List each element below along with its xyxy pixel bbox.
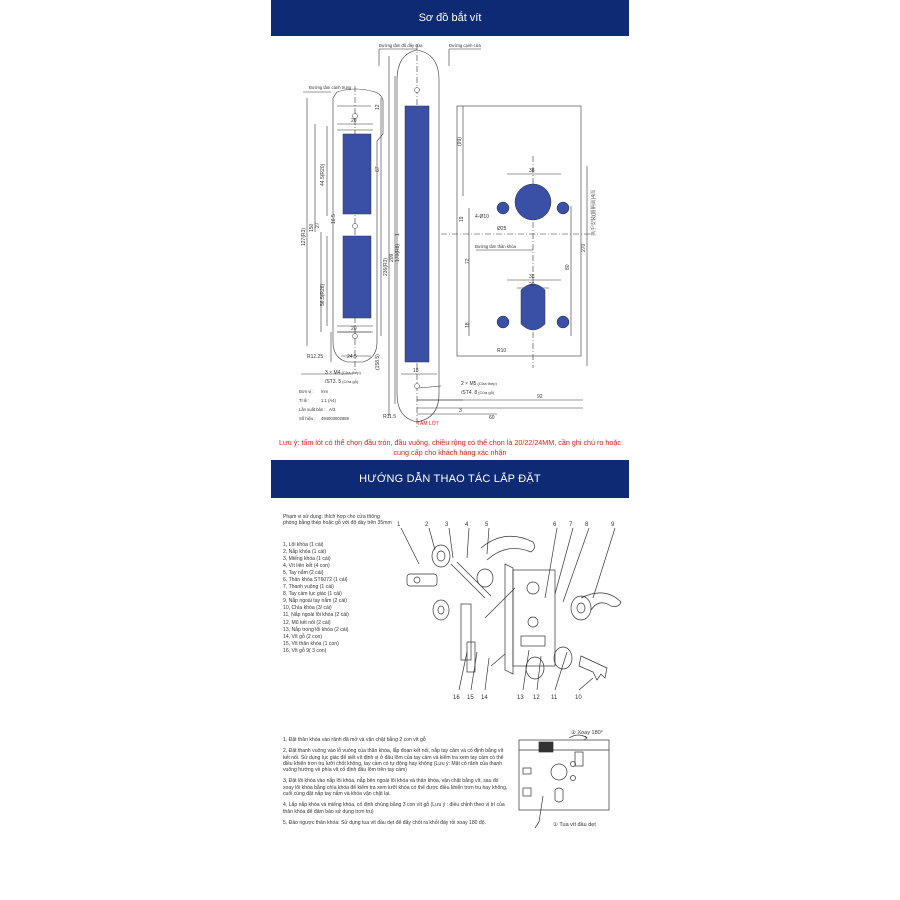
- dim-r11: R11.5: [383, 414, 396, 420]
- strike-upper-cutout: [343, 134, 371, 214]
- part-item: 10, Chìa khóa (3/ cái): [283, 605, 332, 612]
- dim-38-top: 38: [529, 168, 535, 174]
- screw-left-line1: 3 × M4: [325, 370, 341, 376]
- part-item: 2, Nắp khóa (1 cái): [283, 549, 327, 556]
- parts-list: [283, 542, 393, 655]
- strike-lower-cutout: [343, 236, 371, 318]
- wiring-diagram-title: Sơ đồ bắt vít: [418, 12, 482, 24]
- screw-right-line1: 2 × M5: [461, 381, 477, 387]
- callout-12: 12: [533, 695, 540, 701]
- install-step: 3, Đặt lõi khóa vào nắp lõi khóa, nắp bên ngoài lõi khóa và thân khóa, vặn chặt bằng vít, sau đó xoay lõi khóa bằng chìa khóa để kiểm tra xem lưỡi khóa có thể được điều khiển trơn tru hay không, cuối cùng đặt nắp tay nắm và khóa vặn chặt lại.: [283, 778, 508, 798]
- callout-10: 10: [575, 695, 582, 701]
- callout-9: 9: [611, 522, 615, 528]
- part-item: 6, Thân khóa ST6072 (1 cái): [283, 577, 348, 584]
- part-item: 1, Lõi khóa (1 cái): [283, 542, 324, 548]
- unit-value: mm: [321, 389, 328, 394]
- dim-4-10: 4-Ø10: [475, 214, 489, 220]
- dim-127: 127(R3): [301, 227, 307, 246]
- part-item: 8, Tay cầm lục giác (1 cái): [283, 591, 342, 598]
- dim-44: 44.5(R20): [320, 163, 326, 186]
- callout-4: 4: [465, 522, 469, 528]
- part-item: 15, Vít thân khóa (1 con): [283, 640, 339, 647]
- code-label: Số hiệu :: [299, 416, 316, 421]
- dim-72: 72: [465, 258, 471, 264]
- dim-r12: R12.25: [307, 354, 324, 360]
- dim-25: Ø25: [497, 226, 507, 232]
- callout-1: 1: [397, 522, 401, 528]
- screw-right-line1-note: (Cửa thép): [477, 381, 497, 386]
- body-center-label: Đường tâm thân khóa: [475, 244, 516, 249]
- callout-11: 11: [551, 695, 558, 701]
- callout-13: 13: [517, 695, 524, 701]
- screw-left-line2-note: (Cửa gỗ): [342, 379, 359, 384]
- screw-right-line2: /ST4. 8: [461, 390, 478, 396]
- dim-80: 80: [565, 264, 571, 270]
- dim-18: 18: [413, 368, 419, 374]
- screw-right-line2-note: (Cửa gỗ): [478, 390, 495, 395]
- part-item: 7, Thanh vuông (1 cái): [283, 584, 334, 591]
- install-step: 2, Đặt thanh vuông vào lỗ vuông của thân khóa, lắp đoạn kết nối, nắp tay cầm và cố định bằng vít kết nối. Sử dụng lục giác để siết vít định vị ở đầu lõm của tay cầm và kiểm tra xem tay cầm có thể điều khiển trơn tru lưỡi chốt không, tay cầm có tự động hay không (Lưu ý: Mặt có rãnh của thanh vuông hướng về phía vít cố định đầu lõm trên tay cầm): [283, 748, 504, 774]
- unit-label: Đơn vị :: [299, 389, 314, 394]
- rotate-180-label: ② Xoay 180°: [571, 730, 603, 736]
- code-value: 494003002856: [321, 416, 349, 421]
- callout-15: 15: [467, 695, 474, 701]
- part-item: 3, Miếng khóa (1 cái): [283, 556, 331, 563]
- usage-scope: Phạm vi sử dụng: thích hợp cho cửa thông phòng bằng thép hoặc gỗ với độ dày trên 35mm: [283, 514, 392, 527]
- svg-text:2 × M5(Cửa thép): [461, 381, 497, 387]
- part-item: 9, Nắp ngoài tay nắm (2 cái): [283, 598, 347, 605]
- screw-left-line1-note: (Cửa thép): [341, 370, 361, 375]
- screw-diagram: [271, 36, 629, 436]
- install-step: 5, Đảo ngược thân khóa: Sử dụng tua vít đầu dẹt để đẩy chốt ra khỏi đáy rồi xoay 180 độ.: [283, 819, 487, 826]
- dim-24: 24.5: [347, 354, 357, 360]
- callout-2: 2: [425, 522, 429, 528]
- callout-3: 3: [445, 522, 449, 528]
- dim-20-bottom: 20: [351, 326, 357, 332]
- dim-1: 1: [395, 233, 401, 236]
- install-steps: [283, 737, 508, 831]
- dim-19: 19: [459, 216, 465, 222]
- plate-center-label: Đường tâm đồ dây cửa: [379, 43, 423, 48]
- svg-text:/ST3. 5(Cửa gỗ): [325, 379, 359, 385]
- spacer-note: Lưu ý: tấm lót có thể chọn đầu tròn, đầu vuông, chiều rộng có thể chọn là 20/22/24MM, cần ghi chú ro hoặc cung cấp cho khách hàng xác nhận: [278, 438, 622, 457]
- dim-20-mid: 20: [529, 282, 535, 288]
- install-step: 1, Đặt thân khóa vào rãnh đã mở và vặn chặt bằng 2 con vít gỗ: [283, 737, 426, 743]
- dim-12: 12: [375, 104, 381, 110]
- dim-92: 92: [537, 394, 543, 400]
- install-guide-banner: [271, 460, 629, 498]
- part-item: 12, Mũ kết nối (2 cái): [283, 619, 331, 626]
- dim-18-right: 18: [465, 322, 471, 328]
- product-detail-column: [271, 0, 629, 900]
- callout-5: 5: [485, 522, 489, 528]
- part-item: 5, Tay nắm (2 cái): [283, 570, 324, 577]
- dim-38-bottom: 38: [529, 274, 535, 280]
- exploded-assembly-drawing: [395, 518, 625, 708]
- svg-text:3 × M4(Cửa thép): [325, 370, 361, 376]
- dim-27: 27: [315, 222, 321, 228]
- strike-center-label: Đường tâm cánh trung: [309, 85, 352, 90]
- callout-16: 16: [453, 695, 460, 701]
- vertical-right-label: 执手安装(圆柄面)4面: [591, 189, 597, 236]
- flat-screwdriver-label: ① Tua vít đầu dẹt: [553, 822, 596, 828]
- part-item: 16, Vít gỗ 9( 3 con): [283, 647, 327, 654]
- part-item: 14, Vít gỗ (2 con): [283, 633, 323, 640]
- face-plate-slot: [405, 106, 429, 362]
- dim-56: 56.5(R26): [320, 283, 326, 306]
- dim-3: 3: [459, 408, 462, 414]
- scale-value: 1:1 (A4): [321, 398, 336, 403]
- callout-7: 7: [569, 522, 573, 528]
- callout-6: 6: [553, 522, 557, 528]
- dim-209: 209: [389, 253, 395, 262]
- dim-67: 67: [375, 166, 381, 172]
- issue-label: Lần xuất bản :: [299, 407, 326, 412]
- install-guide-title: HƯỚNG DẪN THAO TÁC LẮP ĐẶT: [359, 473, 541, 485]
- handle-hole: [521, 284, 545, 330]
- dim-99: (99): [457, 137, 463, 146]
- dim-16: 16.5: [331, 214, 337, 224]
- part-item: 4, Vít liên kết (4 con): [283, 563, 330, 570]
- screw-left-line2: /ST3. 5: [325, 379, 342, 385]
- dim-20-top: 20: [351, 118, 357, 124]
- dim-270: 270: [581, 243, 587, 252]
- dim-236: 236(R3): [383, 257, 389, 276]
- install-step: 4, Lắp nắp khóa và miếng khóa, cố định chúng bằng 3 con vít gỗ (Lưu ý : điều chỉnh theo vị trí của thân khóa để đảm bảo sử dụng trơn tru): [283, 802, 505, 815]
- door-edge-label: Đường cạnh cửa: [449, 43, 481, 48]
- spacer-label: TẤM LÓT: [417, 421, 439, 427]
- scale-label: Tỉ lệ :: [299, 398, 310, 403]
- wiring-diagram-banner: [271, 0, 629, 36]
- dim-r10: R10: [497, 348, 507, 354]
- dim-158: (158.5): [375, 354, 381, 370]
- part-item: 11, Nắp ngoài lõi khóa (2 cái): [283, 612, 349, 619]
- issue-value: A/3: [329, 407, 336, 412]
- callout-14: 14: [481, 695, 488, 701]
- svg-text:/ST4. 8(Cửa gỗ): [461, 390, 495, 396]
- dim-170: 170(R8): [395, 243, 401, 262]
- dim-60: 60: [489, 415, 495, 421]
- callout-8: 8: [585, 522, 589, 528]
- part-item: 13, Nắp trong lõi khóa (2 cái): [283, 626, 349, 633]
- cylinder-hole: [515, 184, 551, 220]
- dim-150: 150: [309, 223, 315, 232]
